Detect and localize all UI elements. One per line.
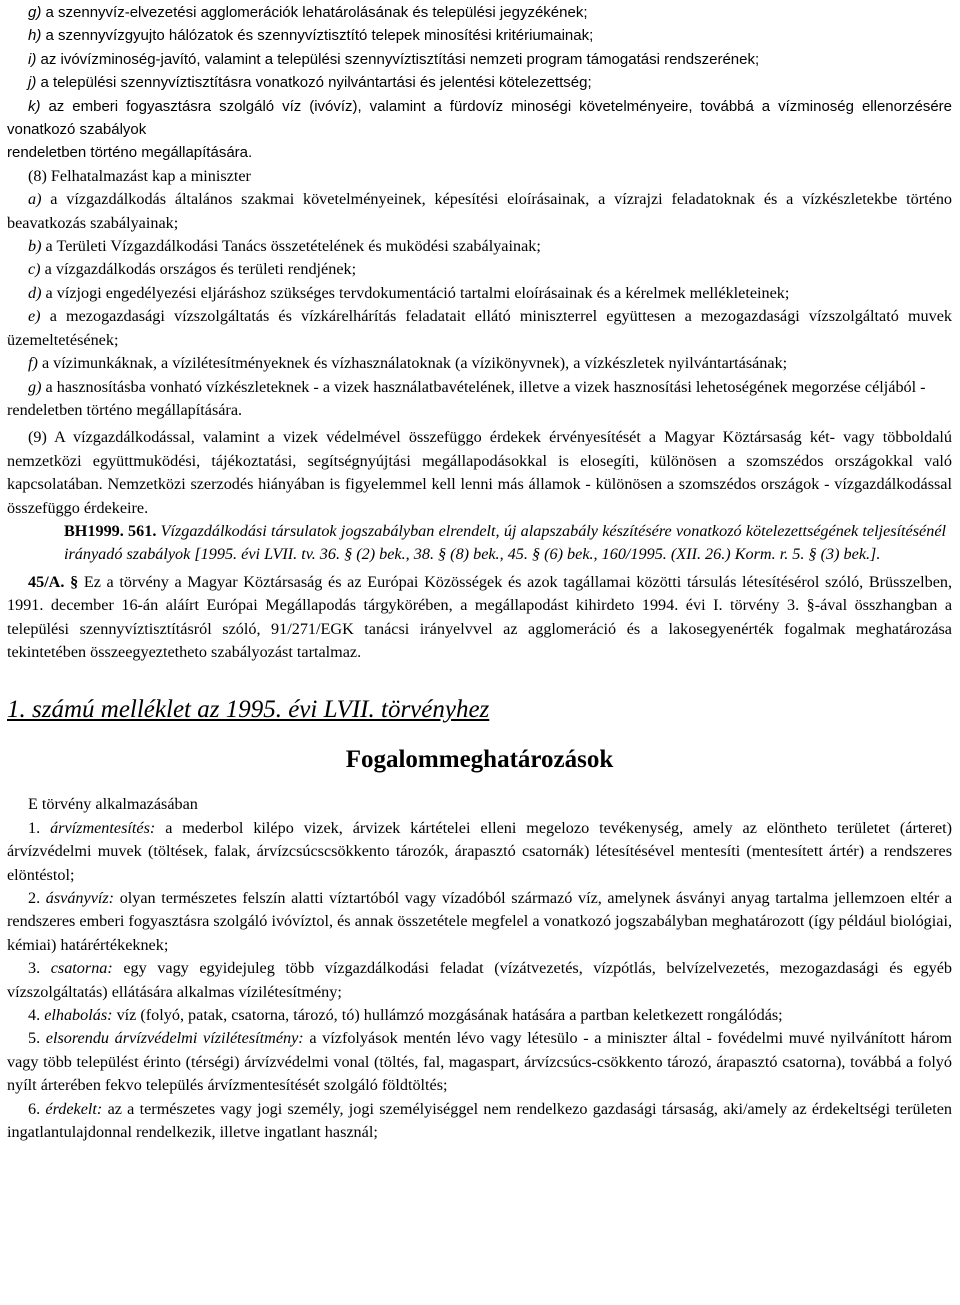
def-text: a vízfolyások mentén lévo vagy létesülo - a miniszter által - fovédelmi muvé nyilvánított három vagy több települést érinto (térségi) árvízvédelmi vonal (töltés, fal, magaspart, árvízcsúcs-csökkento tározó, árapasztó csatorna), továbbá a folyó nyílt árterében fekvo település árvízmentesítését szolgáló földtöltés; (7, 1029, 952, 1095)
definition-item (7, 817, 952, 887)
list-letter: k) (28, 97, 41, 115)
def-text: egy vagy egyidejuleg több vízgazdálkodási feladat (vízátvezetés, vízpótlás, belvízelvezetés, mezogazdasági és egyéb vízszolgáltatás) ellátására alkalmas vízilétesítmény; (7, 959, 953, 1001)
para8-item-f (7, 352, 952, 375)
item-text: a vízimunkáknak, a vízilétesítményeknek és vízhasználatoknak (a vízikönyvnek), a vízkészletek nyilvántartásának; (41, 354, 788, 373)
def-number: 6. (28, 1099, 41, 1118)
def-term: elhabolás: (44, 1006, 113, 1025)
item-text: a Területi Vízgazdálkodási Tanács összetételének és muködési szabályainak; (45, 237, 541, 256)
list-item-j (7, 71, 952, 94)
definition-item (7, 887, 952, 957)
paragraph-8 (7, 165, 952, 422)
item-text: a vízgazdálkodás általános szakmai követelményeinek, képesítési eloírásainak, a vízrajzi feladatoknak és a vízkészletekbe történo beavatkozás szabályainak; (7, 190, 953, 232)
para8-item-d (7, 282, 952, 305)
item-letter: a) (28, 190, 42, 209)
item-letter: e) (28, 307, 41, 326)
list-text: a szennyvíz-elvezetési agglomerációk lehatárolásának és települési jegyzékének; (45, 4, 588, 21)
case-reference (7, 520, 952, 567)
item-letter: b) (28, 237, 42, 256)
def-text: az a természetes vagy jogi személy, jogi személyiséggel nem rendelkezo gazdasági társaság, aki/amely az érdekeltségi területen ingatlantulajdonnal rendelkezik, illetve ingatlant használ; (7, 1099, 952, 1142)
section-number: 45/A. § (28, 572, 79, 591)
section-text: Ez a törvény a Magyar Köztársaság és az Európai Közösségek és azok tagállamai közötti társulás létesítésérol szóló, Brüsszelben, 1991. december 16-án aláírt Európai Megállapodás tárgykörében, a megállapodást kihirdeto 1994. évi I. törvény 3. §-ával összhangban a települési szennyvíztisztításról szóló, 91/271/EGK tanácsi irányelvvel az agglomeráció és a lakosegyenérték fogalmak meghatározása tekintetében összeegyeztetheto szabályozást tartalmaz. (7, 572, 953, 661)
def-text: olyan természetes felszín alatti víztartóból vagy vízadóból származó víz, amelynek ásványi anyag tartalma jellemzoen eltér a rendszeres emberi fogyasztásra szolgáló ivóvíztol, és annak összetétele megfelel a vonatkozó jogszabályban meghatározott (így például biológiai, kémiai) határértékeknek; (7, 889, 953, 954)
definition-item (7, 1004, 952, 1027)
para8-item-c (7, 258, 952, 281)
def-number: 4. (28, 1006, 41, 1025)
para8-item-e (7, 305, 952, 352)
list-letter: j) (28, 74, 37, 92)
def-text: víz (folyó, patak, csatorna, tározó, tó) hullámzó mozgásának hatására a partban keletkezett rongálódás; (116, 1006, 783, 1025)
item-text: a hasznosításba vonható vízkészleteknek - a vizek használatbavételének, illetve a vizek hasznosítási lehetoségének megorzése céljából - (45, 377, 926, 396)
item-text: a vízjogi engedélyezési eljáráshoz szükséges tervdokumentáció tartalmi eloírásainak és a kérelmek mellékleteinek; (45, 283, 790, 302)
definitions-intro: E törvény alkalmazásában (28, 795, 198, 814)
item-text: a mezogazdasági vízszolgáltatás és vízkárelhárítás feladatait ellátó miniszterrel együttesen a mezogazdasági vízszolgáltató muvek üzemeltetésének; (7, 307, 952, 349)
def-term: árvízmentesítés: (50, 818, 156, 837)
list-letter: i) (28, 50, 37, 68)
section-45a (7, 571, 952, 665)
list-item-k (7, 95, 952, 142)
def-text: a mederbol kilépo vizek, árvizek kártételei elleni megelozo tevékenység, amely az elöntheto területet (árteret) árvízvédelmi muvek (töltések, falak, árvízcsúcscsökkento tározók, árapasztó csatornák) létesítésével mentesíti (mentesített ártér) a rendszeres elöntéstol; (7, 818, 953, 884)
definition-item (7, 1027, 952, 1097)
item-k-end: rendeletben történo megállapítására. (7, 144, 253, 162)
case-ref: BH1999. 561. (64, 521, 157, 540)
list-text: az emberi fogyasztásra szolgáló víz (ivóvíz), valamint a fürdovíz minoségi követelményeire, továbbá a vízminoség ellenorzésére vonatkozó szabályok (7, 97, 952, 139)
def-term: érdekelt: (45, 1099, 103, 1118)
def-number: 3. (28, 959, 41, 978)
list-text: a települési szennyvíztisztításra vonatkozó nyilvántartási és jelentési kötelezettség; (40, 74, 592, 92)
para8-item-a (7, 188, 952, 235)
item-letter: c) (28, 260, 41, 279)
item-text: a vízgazdálkodás országos és területi rendjének; (44, 260, 357, 279)
list-letter: h) (28, 27, 42, 45)
section-title: Fogalommeghatározások (345, 746, 614, 774)
list-item-h (7, 24, 952, 47)
definitions-list (7, 817, 952, 1145)
para8-item-b (7, 235, 952, 258)
def-number: 1. (28, 818, 41, 837)
definition-item (7, 1098, 952, 1145)
para8-end: rendeletben történo megállapítására. (7, 400, 243, 419)
list-letter: g) (28, 4, 42, 21)
case-text: Vízgazdálkodási társulatok jogszabályban elrendelt, új alapszabály készítésére vonatkozó kötelezettségének teljesítésénél irányadó szabályok [1995. évi LVII. tv. 36. § (2) bek., 38. § (8) bek., 45. § (6) bek., 160/1995. (XII. 26.) Korm. r. 5. § (3) bek.]. (64, 521, 947, 564)
top-list (7, 1, 952, 165)
def-term: csatorna: (50, 959, 113, 978)
item-letter: g) (28, 377, 42, 396)
list-item-g (7, 1, 952, 24)
list-item-i (7, 48, 952, 71)
def-term: ásványvíz: (45, 889, 115, 907)
item-letter: f) (28, 354, 38, 373)
para8-intro: (8) Felhatalmazást kap a miniszter (28, 166, 251, 185)
paragraph-9: (9) A vízgazdálkodással, valamint a vizek védelmével összefüggo érdekek érvényesítését a Magyar Köztársaság két- vagy többoldalú nemzetközi együttmuködési, tájékoztatási, segítségnyújtási megállapodásokkal is elosegíti, különösen a szomszédos országokkal való kapcsolatában. Nemzetközi szerzodés hiányában is figyelemmel kell lenni más államok - különösen a szomszédos országok - vízgazdálkodással összefüggo érdekeire. (7, 428, 952, 517)
annex-title: 1. számú melléklet az 1995. évi LVII. törvényhez (7, 696, 490, 724)
list-text: a szennyvízgyujto hálózatok és szennyvíztisztító telepek minosítési kritériumainak; (45, 27, 594, 45)
definition-item (7, 957, 952, 1004)
list-text: az ivóvízminoség-javító, valamint a települési szennyvíztisztítási nemzeti program támogatási rendszerének; (40, 50, 760, 68)
def-term: elsorendu árvízvédelmi vízilétesítmény: (45, 1029, 304, 1048)
def-number: 2. (28, 889, 41, 907)
para8-item-g (7, 376, 952, 399)
item-letter: d) (28, 283, 42, 302)
def-number: 5. (28, 1029, 41, 1048)
